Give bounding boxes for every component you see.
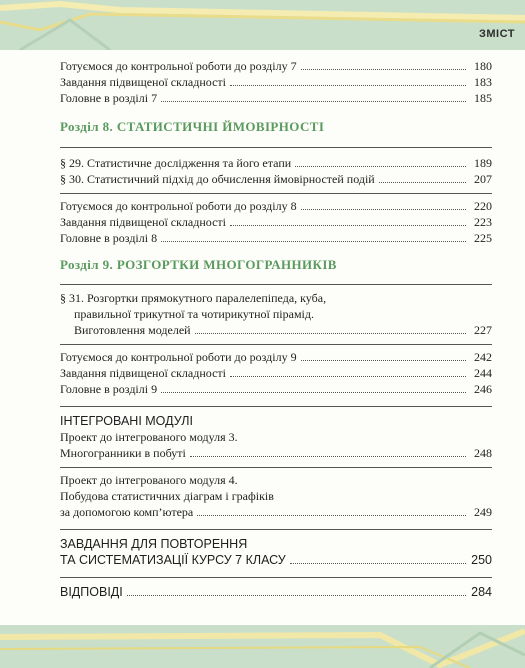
section-8-title[interactable]: Розділ 8. СТАТИСТИЧНІ ЙМОВІРНОСТІ [60, 119, 325, 134]
toc-entry[interactable]: Готуємося до контрольної роботи до розділу 7 180 [60, 59, 492, 73]
toc-entry[interactable]: Готуємося до контрольної роботи до розділу 9 242 [60, 350, 492, 364]
divider [60, 344, 492, 345]
footer-decoration [0, 625, 525, 668]
page-header-band [0, 0, 525, 50]
section-9-paragraph-31[interactable]: § 31. Розгортки прямокутного паралелепіпеда, куба, правильної трикутної та чотирикутної пірамід. Виготовлення моделей 227 [60, 291, 492, 337]
page-footer-band [0, 625, 525, 668]
review-entry[interactable]: ЗАВДАННЯ ДЛЯ ПОВТОРЕННЯ ТА СИСТЕМАТИЗАЦІЇ КУРСУ 7 КЛАСУ 250 [60, 537, 492, 567]
divider [60, 193, 492, 194]
module-3-entry[interactable]: Проект до інтегрованого модуля 3. Многогранники в побуті 248 [60, 430, 492, 460]
toc-entry[interactable]: Головне в розділі 7 185 [60, 91, 492, 105]
divider [60, 284, 492, 285]
answers-entry[interactable]: ВІДПОВІДІ 284 [60, 585, 492, 599]
divider [60, 147, 492, 148]
divider [60, 577, 492, 578]
table-of-contents [60, 58, 492, 600]
header-decoration [0, 0, 525, 50]
toc-entry[interactable]: § 30. Статистичний підхід до обчислення ймовірностей подій 207 [60, 172, 492, 186]
toc-entry[interactable]: Завдання підвищеної складності 244 [60, 366, 492, 380]
modules-title[interactable]: ІНТЕГРОВАНІ МОДУЛІ [60, 414, 193, 428]
divider [60, 406, 492, 407]
toc-entry[interactable]: § 29. Статистичне дослідження та його етапи 189 [60, 156, 492, 170]
divider [60, 529, 492, 530]
section-9-title[interactable]: Розділ 9. РОЗГОРТКИ МНОГОГРАННИКІВ [60, 257, 337, 272]
divider [60, 467, 492, 468]
toc-entry[interactable]: Головне в розділі 9 246 [60, 382, 492, 396]
toc-entry[interactable]: Завдання підвищеної складності 183 [60, 75, 492, 89]
toc-entry[interactable]: Готуємося до контрольної роботи до розділу 8 220 [60, 199, 492, 213]
block-chapter7-extras [60, 58, 492, 106]
module-4-entry[interactable]: Проект до інтегрованого модуля 4. Побудова статистичних діаграм і графіків за допомогою комп’ютера 249 [60, 473, 492, 519]
section-9-extras [60, 349, 492, 397]
toc-entry[interactable]: Завдання підвищеної складності 223 [60, 215, 492, 229]
section-8-paragraphs [60, 155, 492, 187]
section-8-extras [60, 198, 492, 246]
header-label: ЗМІСТ [479, 28, 515, 40]
toc-entry[interactable]: Головне в розділі 8 225 [60, 231, 492, 245]
